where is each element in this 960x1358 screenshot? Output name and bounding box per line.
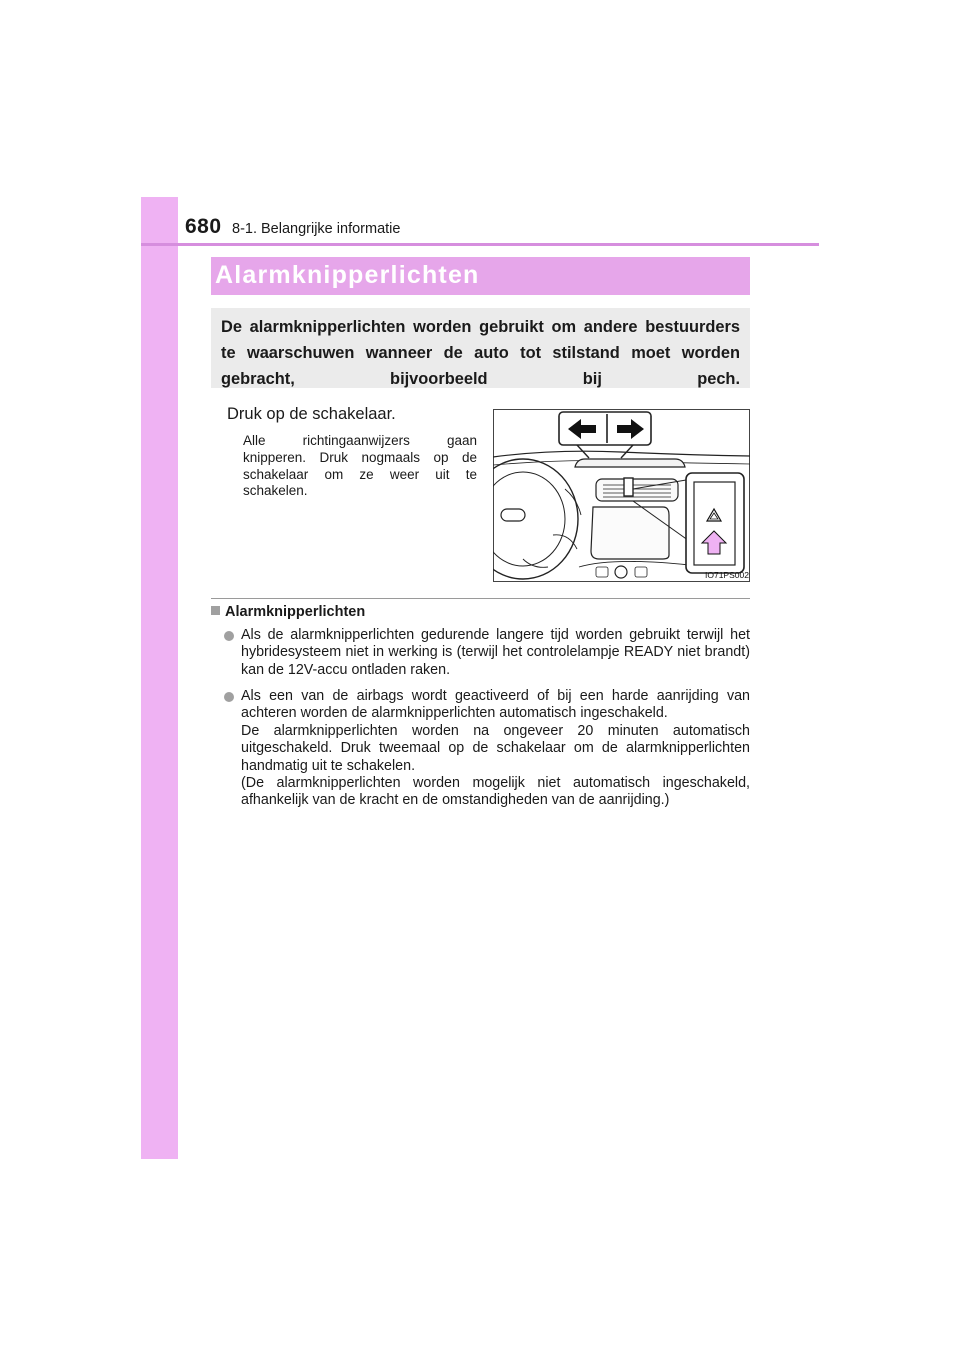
notes-rule: [211, 598, 750, 599]
intro-box: [211, 308, 750, 388]
note-item: [224, 688, 750, 810]
note-text: (De alarmknipperlichten worden mogelijk niet automatisch ingeschakeld, afhankelijk van de kracht en de omstandigheden van de aanrijding.): [241, 775, 750, 809]
note-text: Als de alarmknipperlichten gedurende langere tijd worden gebruikt terwijl het hybridesysteem niet in werking is (terwijl het controlelampje READY niet brandt) kan de 12V-accu ontladen raken.: [241, 627, 750, 678]
notes-heading-text: Alarmknipperlichten: [225, 604, 366, 620]
bullet-dot-icon: [224, 631, 234, 641]
page-number: 680: [185, 215, 222, 238]
note-item: [224, 627, 750, 679]
figure-code: IO71PS002: [705, 570, 749, 580]
note-text: De alarmknipperlichten worden na ongeveer 20 minuten automatisch uitgeschakeld. Druk tweemaal op de schakelaar om de alarmknipperlichten handmatig uit te schakelen.: [241, 722, 750, 774]
page-title: Alarmknipperlichten: [215, 261, 480, 289]
title-bar: [211, 257, 750, 295]
chapter-side-tab: [141, 197, 178, 1159]
step-title: Druk op de schakelaar.: [227, 405, 396, 423]
note-text: Als een van de airbags wordt geactiveerd of bij een harde aanrijding van achteren worden de alarmknipperlichten automatisch ingeschakeld.: [241, 688, 750, 722]
intro-text: De alarmknipperlichten worden gebruikt om andere bestuurders te waarschuwen wanneer de auto tot stilstand moet worden gebracht, bijvoorbeeld bij pech.: [221, 318, 740, 388]
section-label: 8-1. Belangrijke informatie: [232, 221, 401, 237]
header-rule: [141, 243, 819, 246]
square-bullet-icon: [211, 606, 220, 615]
hazard-switch-illustration: [493, 409, 750, 582]
bullet-dot-icon: [224, 692, 234, 702]
notes-heading: [211, 604, 365, 620]
step-description: Alle richtingaanwijzers gaan knipperen. Druk nogmaals op de schakelaar om ze weer uit te schakelen.: [243, 433, 477, 499]
